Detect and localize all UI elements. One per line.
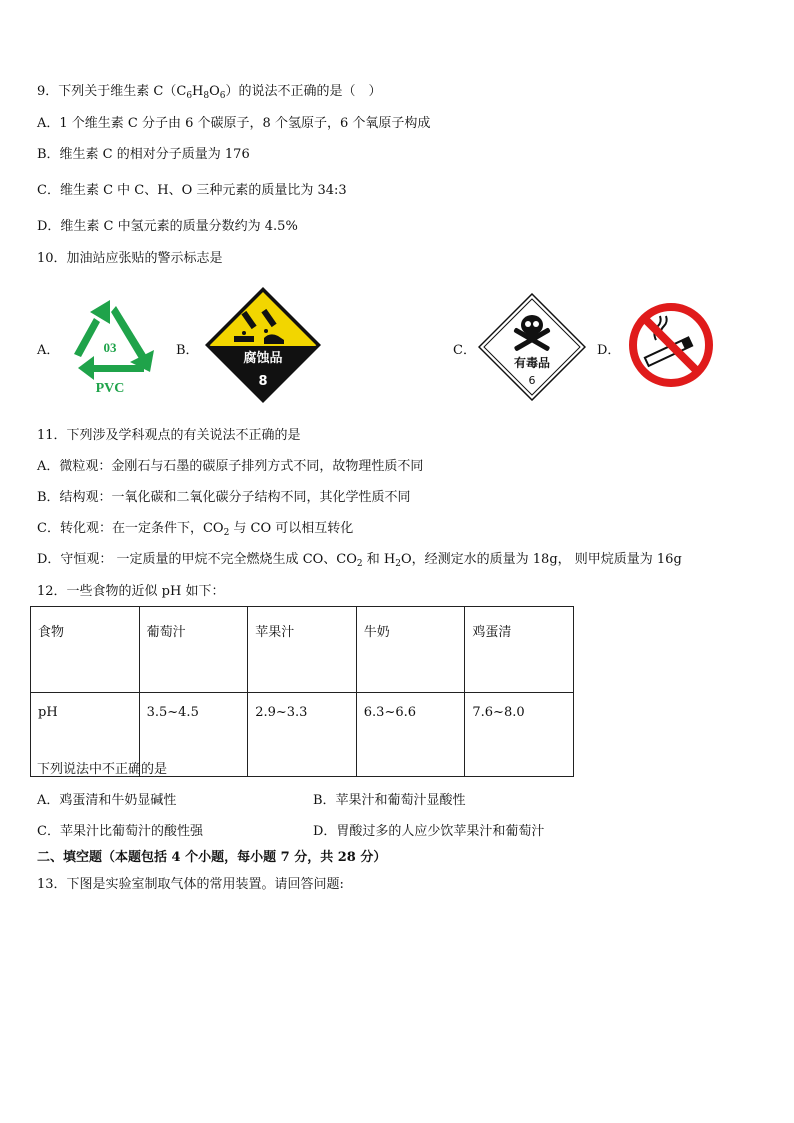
table-cell: 鸡蛋清	[465, 607, 574, 693]
table-cell: 苹果汁	[248, 607, 357, 693]
q11-option-d: D．守恒观： 一定质量的甲烷不完全燃烧生成 CO、$CO_2$ 和 $H_2O$，经测定水的质量为 18g， 则甲烷质量为 16g	[37, 552, 682, 569]
q12-option-b: B．苹果汁和葡萄汁显酸性	[313, 793, 466, 808]
corrosive-sign-icon	[204, 286, 322, 404]
q12-prompt: 下列说法中不正确的是	[37, 762, 168, 777]
q9-option-d: D．维生素 C 中氢元素的质量分数约为 4.5%	[37, 219, 298, 234]
q12-option-d: D．胃酸过多的人应少饮苹果汁和葡萄汁	[313, 824, 545, 839]
q10-stem: 10．加油站应张贴的警示标志是	[37, 251, 223, 266]
q11-option-c: C．转化观：在一定条件下，$CO_2$ 与 CO 可以相互转化	[37, 521, 354, 538]
q10-label-d: D．	[597, 343, 621, 358]
table-cell: 葡萄汁	[139, 607, 248, 693]
q11-option-a: A．微粒观：金刚石与石墨的碳原子排列方式不同，故物理性质不同	[37, 459, 424, 474]
table-cell: 牛奶	[356, 607, 465, 693]
q9-stem: 9．下列关于维生素 $C(C_6H_8O_6)$的说法不正确的是（ ）	[37, 84, 382, 101]
q11-option-b: B．结构观：一氧化碳和二氧化碳分子结构不同，其化学性质不同	[37, 490, 411, 505]
q12-option-a: A．鸡蛋清和牛奶显碱性	[37, 793, 177, 808]
toxic-sign-icon	[478, 293, 586, 401]
recycle-code-text: 03	[103, 340, 117, 355]
q9-option-b: B．维生素 C 的相对分子质量为 176	[37, 147, 250, 162]
q10-label-c: C．	[453, 343, 476, 358]
toxic-class-text: 6	[528, 374, 536, 387]
table-cell: 6.3~6.6	[356, 693, 465, 777]
pvc-text: PVC	[95, 381, 125, 396]
table-cell: 7.6~8.0	[465, 693, 574, 777]
corrosive-class-text: 8	[258, 374, 268, 389]
corrosive-label-text: 腐蚀品	[243, 351, 283, 366]
table-header-row	[31, 607, 574, 693]
q11-stem: 11．下列涉及学科观点的有关说法不正确的是	[37, 428, 301, 443]
q9-option-a: A．1 个维生素 C 分子由 6 个碳原子，8 个氢原子，6 个氧原子构成	[37, 116, 431, 131]
q10-label-a: A．	[37, 343, 60, 358]
table-cell: pH	[31, 693, 140, 777]
q10-label-b: B．	[176, 343, 199, 358]
section-title: 二、填空题（本题包括 4 个小题，每小题 7 分，共 28 分）	[37, 850, 387, 865]
recycle-pvc-icon	[64, 296, 156, 396]
q12-stem: 12．一些食物的近似 pH 如下：	[37, 584, 225, 599]
q12-option-c: C．苹果汁比葡萄汁的酸性强	[37, 824, 203, 839]
table-cell: 2.9~3.3	[248, 693, 357, 777]
table-cell: 3.5~4.5	[139, 693, 248, 777]
ph-table	[30, 606, 574, 777]
table-cell: 食物	[31, 607, 140, 693]
no-smoking-icon	[628, 302, 714, 388]
toxic-label-text: 有毒品	[513, 356, 551, 370]
q13-stem: 13．下图是实验室制取气体的常用装置。请回答问题:	[37, 877, 344, 892]
q9-option-c: C．维生素 C 中 C、H、O 三种元素的质量比为 34:3	[37, 183, 347, 198]
